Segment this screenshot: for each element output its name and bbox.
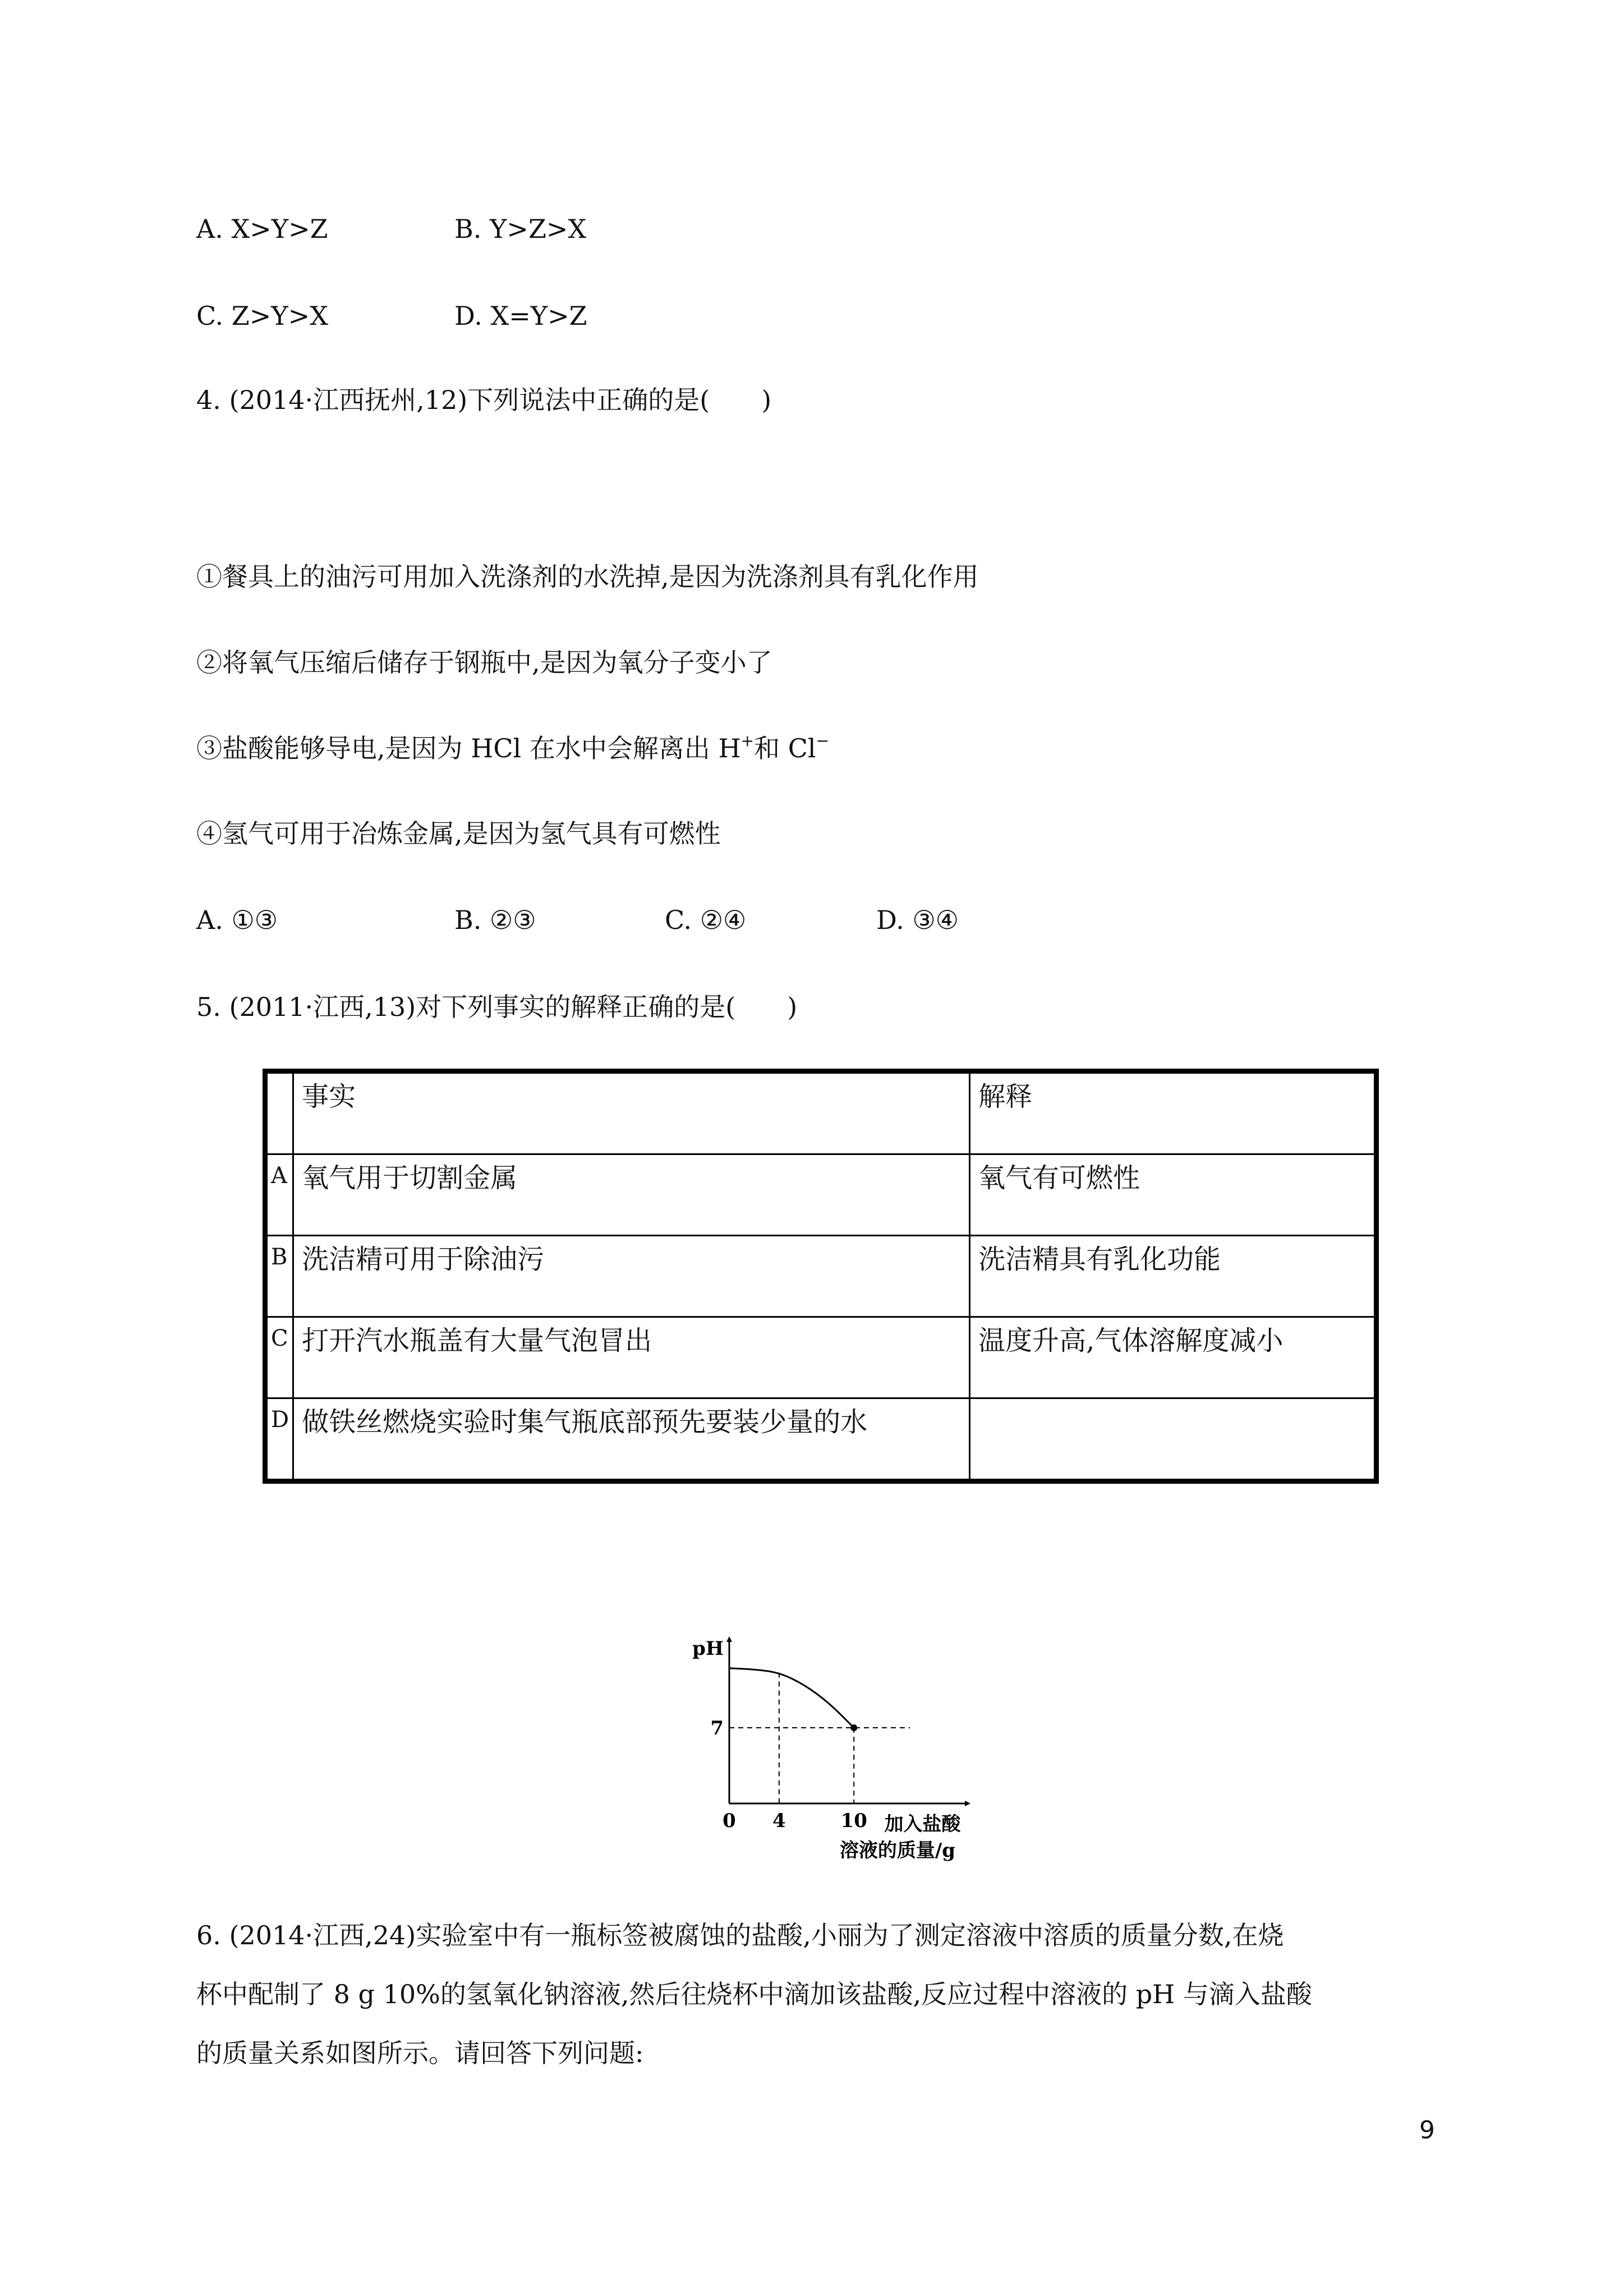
q5-stem: 5. (2011·江西,13)对下列事实的解释正确的是( ) [196,992,798,1022]
q4-statement-4: ④氢气可用于冶炼金属,是因为氢气具有可燃性 [196,818,721,849]
row-key: D [265,1398,293,1481]
header-explanation-cell: 解释 [970,1071,1377,1154]
q3-option-d: D. X=Y>Z [454,301,587,331]
q4-statement-2: ②将氧气压缩后储存于钢瓶中,是因为氧分子变小了 [196,647,772,678]
x-axis-label-line-1: 加入盐酸 [884,1813,961,1835]
q4-statement-3 [196,731,830,763]
row-key: A [265,1154,293,1236]
row-explanation [970,1398,1377,1481]
row-explanation: 温度升高,气体溶解度减小 [970,1317,1377,1398]
table-row [265,1398,1377,1481]
q6-line-2: 杯中配制了 8 g 10%的氢氧化钠溶液,然后往烧杯中滴加该盐酸,反应过程中溶液的 pH 与滴入盐酸 [196,1979,1312,2009]
header-key-cell [265,1071,293,1154]
row-key: B [265,1236,293,1317]
chart-reference-lines [729,1673,910,1803]
ph-chart [684,1632,999,1874]
y-axis-label: pH [692,1637,724,1660]
table-header-row [265,1071,1377,1154]
y-tick-label: 7 [710,1717,724,1740]
table-row [265,1154,1377,1236]
x-axis-label-line-2: 溶液的质量/g [839,1839,956,1862]
chart-series [729,1668,857,1731]
q6-line-3: 的质量关系如图所示。请回答下列问题: [196,2038,644,2068]
table-row [265,1317,1377,1398]
x-tick-label: 0 [723,1810,736,1832]
q4-statement-3-mid: 和 Cl [754,733,816,763]
q4-option-a: A. ①③ [196,905,278,935]
ph-curve [729,1668,854,1728]
row-fact: 打开汽水瓶盖有大量气泡冒出 [293,1317,970,1398]
row-explanation: 洗洁精具有乳化功能 [970,1236,1377,1317]
row-explanation: 氧气有可燃性 [970,1154,1377,1236]
chart-labels [692,1637,961,1862]
x-tick-label: 10 [840,1810,867,1832]
row-fact: 氧气用于切割金属 [293,1154,970,1236]
cl-minus-superscript: − [816,731,830,750]
q4-statement-3-text: ③盐酸能够导电,是因为 HCl 在水中会解离出 H [196,733,741,763]
header-fact-cell: 事实 [293,1071,970,1154]
q4-stem: 4. (2014·江西抚州,12)下列说法中正确的是( ) [196,385,772,415]
q6-line-1: 6. (2014·江西,24)实验室中有一瓶标签被腐蚀的盐酸,小丽为了测定溶液中溶质的质量分数,在烧 [196,1920,1284,1950]
q4-statement-1: ①餐具上的油污可用加入洗涤剂的水洗掉,是因为洗涤剂具有乳化作用 [196,562,979,592]
page-number: 9 [1419,2116,1435,2145]
row-fact: 做铁丝燃烧实验时集气瓶底部预先要装少量的水 [293,1398,970,1481]
facts-table [263,1069,1379,1484]
x-tick-label: 4 [772,1810,786,1832]
row-fact: 洗洁精可用于除油污 [293,1236,970,1317]
q4-option-d: D. ③④ [876,905,959,935]
endpoint-marker [850,1724,857,1731]
table-row [265,1236,1377,1317]
q4-option-b: B. ②③ [454,905,536,935]
q3-option-c: C. Z>Y>X [196,301,328,331]
q3-option-a: A. X>Y>Z [196,214,328,244]
q4-option-c: C. ②④ [665,905,747,935]
h-plus-superscript: + [740,731,755,750]
row-key: C [265,1317,293,1398]
q3-option-b: B. Y>Z>X [454,214,587,244]
